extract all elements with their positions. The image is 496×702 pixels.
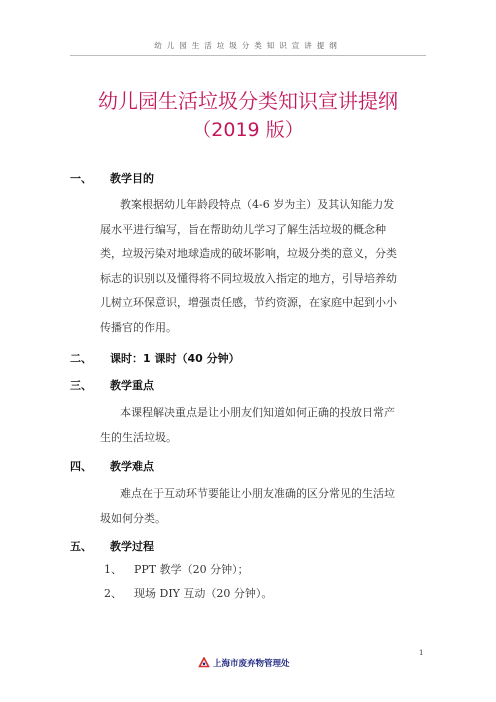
section-heading-1 — [70, 170, 370, 186]
section-title: 教学重点 — [110, 379, 154, 392]
section-heading-2 — [70, 350, 400, 366]
section-body-1 — [100, 193, 440, 340]
list-number: 1、 — [104, 563, 122, 576]
section-heading-4 — [70, 458, 370, 474]
body-line: 本课程解决重点是让小朋友们知道如何正确的投放日常产 — [120, 406, 395, 419]
page-header: 幼儿园生活垃圾分类知识宣讲提纲 — [154, 41, 342, 50]
list-text: 现场 DIY 互动（20 分钟）。 — [134, 587, 273, 600]
list-item-2 — [104, 585, 404, 601]
section-title: 教学目的 — [110, 172, 154, 185]
body-line: 类，垃圾污染对地球造成的破坏影响，垃圾分类的意义，分类 — [100, 247, 397, 260]
section-number: 四、 — [70, 460, 92, 473]
document-title: 幼儿园生活垃圾分类知识宣讲提纲 — [98, 89, 398, 113]
section-title: 课时：1 课时（40 分钟） — [110, 352, 240, 365]
list-number: 2、 — [104, 587, 122, 600]
footer-organization: 上海市废弃物管理处 — [213, 659, 290, 669]
section-heading-5 — [70, 538, 370, 554]
body-line: 儿树立环保意识，增强责任感，节约资源，在家庭中起到小小 — [100, 296, 397, 309]
body-line: 标志的识别以及懂得将不同垃圾放入指定的地方，引导培养幼 — [100, 271, 397, 285]
list-item-1 — [104, 561, 404, 577]
document-subtitle: （2019 版） — [192, 119, 304, 141]
section-number: 三、 — [70, 379, 92, 392]
body-line: 教案根据幼儿年龄段特点（4-6 岁为主）及其认知能力发 — [120, 198, 395, 211]
body-line: 难点在于互动环节要能让小朋友准确的区分常见的生活垃 — [120, 487, 395, 500]
body-line: 传播官的作用。 — [100, 320, 177, 334]
list-text: PPT 教学（20 分钟）； — [134, 563, 249, 576]
page-number: 1 — [419, 649, 424, 657]
header-divider — [70, 55, 426, 56]
section-body-3 — [100, 401, 440, 450]
body-line: 圾如何分类。 — [100, 511, 166, 525]
section-title: 教学过程 — [110, 540, 154, 553]
recycle-logo-icon — [198, 657, 210, 669]
body-line: 展水平进行编写，旨在帮助幼儿学习了解生活垃圾的概念种 — [100, 222, 386, 236]
section-number: 一、 — [70, 172, 92, 185]
section-number: 二、 — [70, 352, 92, 365]
section-number: 五、 — [70, 540, 92, 553]
body-line: 生的生活垃圾。 — [100, 430, 177, 444]
section-title: 教学难点 — [110, 460, 154, 473]
section-heading-3 — [70, 377, 370, 393]
section-body-4 — [100, 482, 440, 531]
